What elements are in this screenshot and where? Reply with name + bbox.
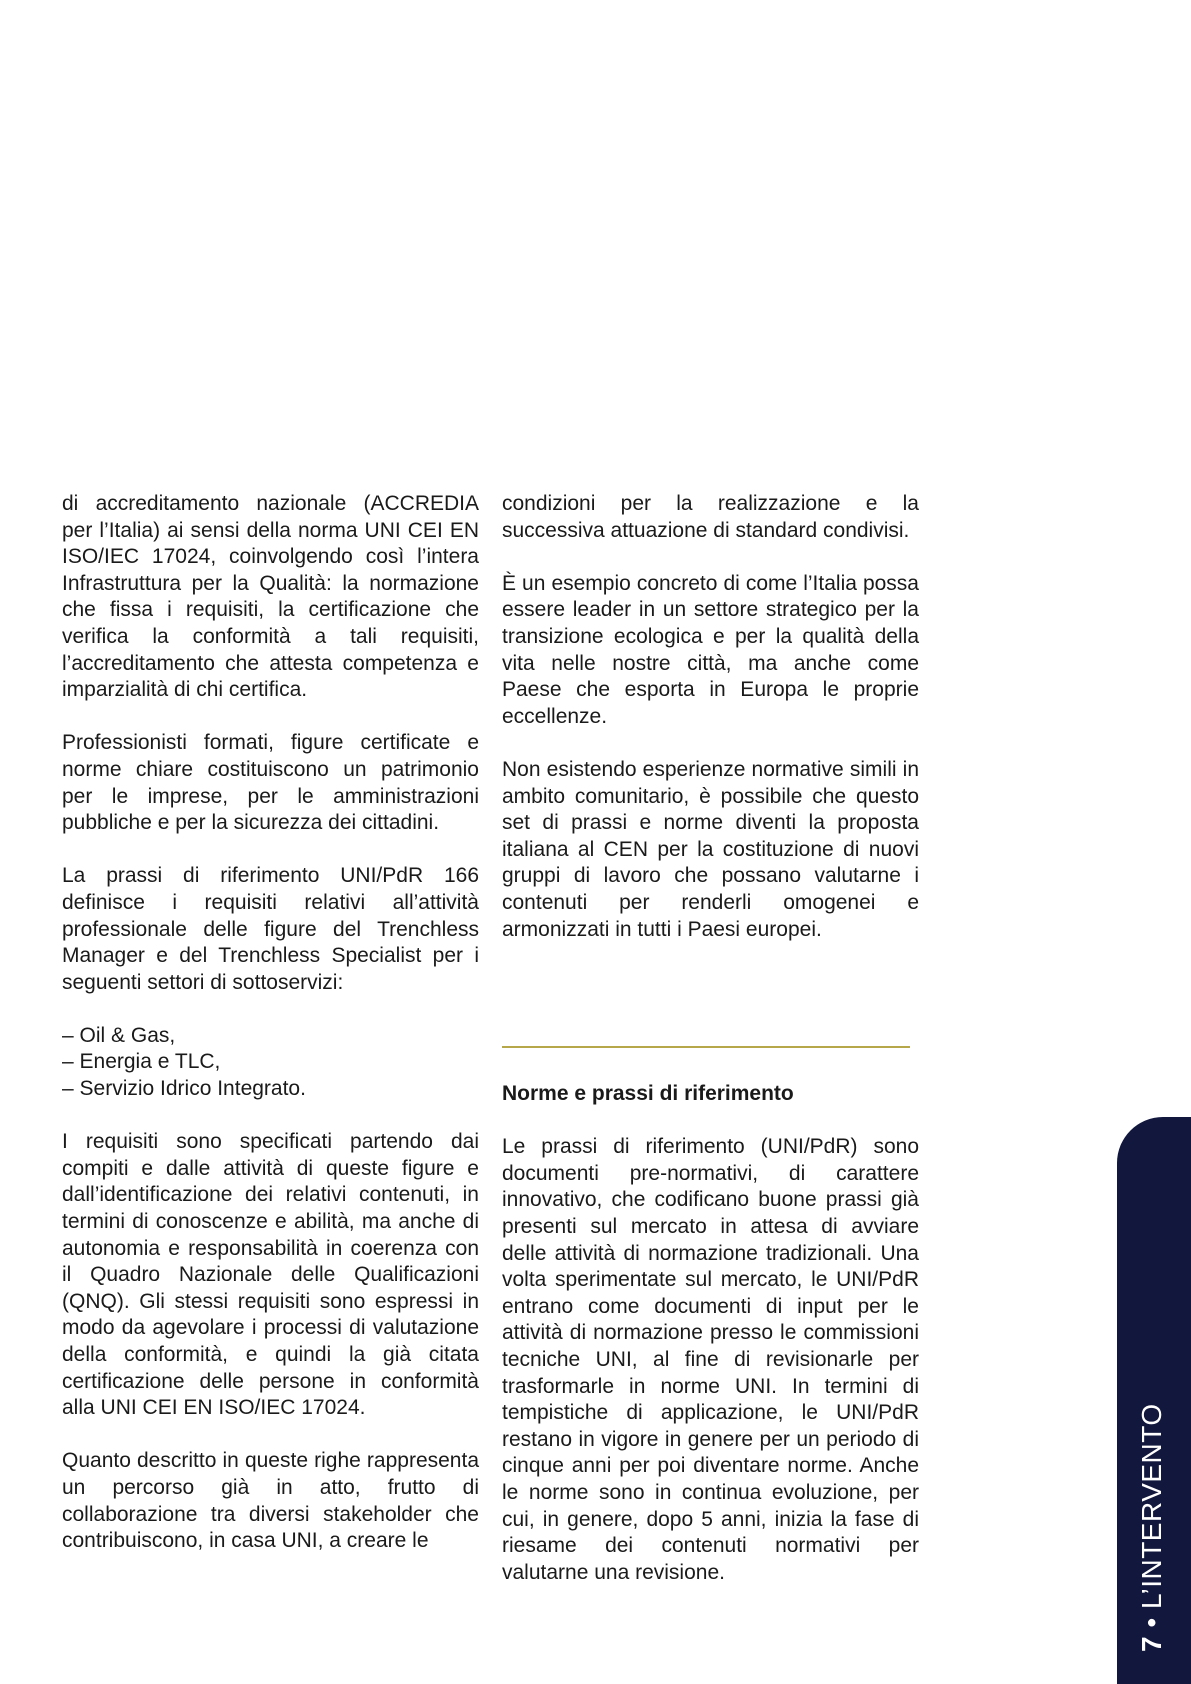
chapter-label — [1136, 1403, 1168, 1652]
chapter-tab — [1117, 1117, 1191, 1684]
paragraph-prassi: Le prassi di riferimento (UNI/PdR) sono documenti pre-normativi, di carattere innovativo, che codificano buone prassi già presenti sul mercato in attesa di avviare delle attività di normazione tradizionali. Una volta sperimentate sul mercato, le UNI/PdR entrano come documenti di input per le attività di normazione presso le commissioni tecniche UNI, al fine di revisionarle per trasformarle in norme UNI. In termini di tempistiche di applicazione, le UNI/PdR restano in vigore in genere per un periodo di cinque anni per poi diventare norme. Anche le norme sono in continua evoluzione, per cui, in genere, dopo 5 anni, inizia la fase di riesame dei contenuti normativi per valutarne una revisione. — [502, 1135, 919, 1584]
chapter-separator: • — [1136, 1609, 1167, 1636]
paragraph-requisiti: I requisiti sono specificati partendo dai compiti e dalle attività di queste figure e dall’identificazione dei relativi contenuti, in termini di conoscenze e abilità, ma anche di autonomia e responsabilità in coerenza con il Quadro Nazionale delle Qualificazioni (QNQ). Gli stessi requisiti sono espressi in modo da agevolare i processi di valutazione della conformità, e quindi la già citata certificazione delle persone in conformità alla UNI CEI EN ISO/IEC 17024. — [62, 1130, 479, 1420]
list-item: – Oil & Gas, — [62, 1023, 176, 1047]
paragraph-percorso: Quanto descritto in queste righe rappresenta un percorso già in atto, frutto di collaborazione tra diversi stakeholder che contribuiscono, in casa UNI, a creare le — [62, 1449, 479, 1553]
list-item: – Energia e TLC, — [62, 1050, 221, 1074]
section-heading: Norme e prassi di riferimento — [502, 1082, 794, 1106]
list-item: – Servizio Idrico Integrato. — [62, 1077, 306, 1101]
section-divider — [502, 1046, 910, 1048]
chapter-title: L’INTERVENTO — [1136, 1403, 1167, 1610]
sector-list — [62, 1023, 479, 1103]
paragraph-professionisti: Professionisti formati, figure certificate e norme chiare costituiscono un patrimonio per le imprese, per le amministrazioni pubbliche e per la sicurezza dei cittadini. — [62, 731, 479, 835]
paragraph-accreditamento: di accreditamento nazionale (ACCREDIA per l’Italia) ai sensi della norma UNI CEI EN ISO/IEC 17024, coinvolgendo così l’intera Infrastruttura per la Qualità: la normazione che fissa i requisiti, la certificazione che verifica la conformità a tali requisiti, l’accreditamento che attesta competenza e imparzialità di chi certifica. — [62, 492, 479, 702]
left-column — [62, 491, 479, 1555]
paragraph-cen: Non esistendo esperienze normative simili in ambito comunitario, è possibile che questo set di prassi e norme diventi la proposta italiana al CEN per la costituzione di nuovi gruppi di lavoro che possano valutarne i contenuti per renderli omogenei e armonizzati in tutti i Paesi europei. — [502, 757, 919, 941]
right-column — [502, 491, 919, 1586]
paragraph-condizioni: condizioni per la realizzazione e la successiva attuazione di standard condivisi. — [502, 492, 919, 542]
paragraph-uni-pdr-166: La prassi di riferimento UNI/PdR 166 definisce i requisiti relativi all’attività professionale delle figure del Trenchless Manager e del Trenchless Specialist per i seguenti settori di sottoservizi: — [62, 864, 479, 994]
paragraph-esempio: È un esempio concreto di come l’Italia possa essere leader in un settore strategico per la transizione ecologica e per la qualità della vita nelle nostre città, ma anche come Paese che esporta in Europa le proprie eccellenze. — [502, 571, 919, 728]
chapter-number: 7 — [1136, 1635, 1167, 1652]
